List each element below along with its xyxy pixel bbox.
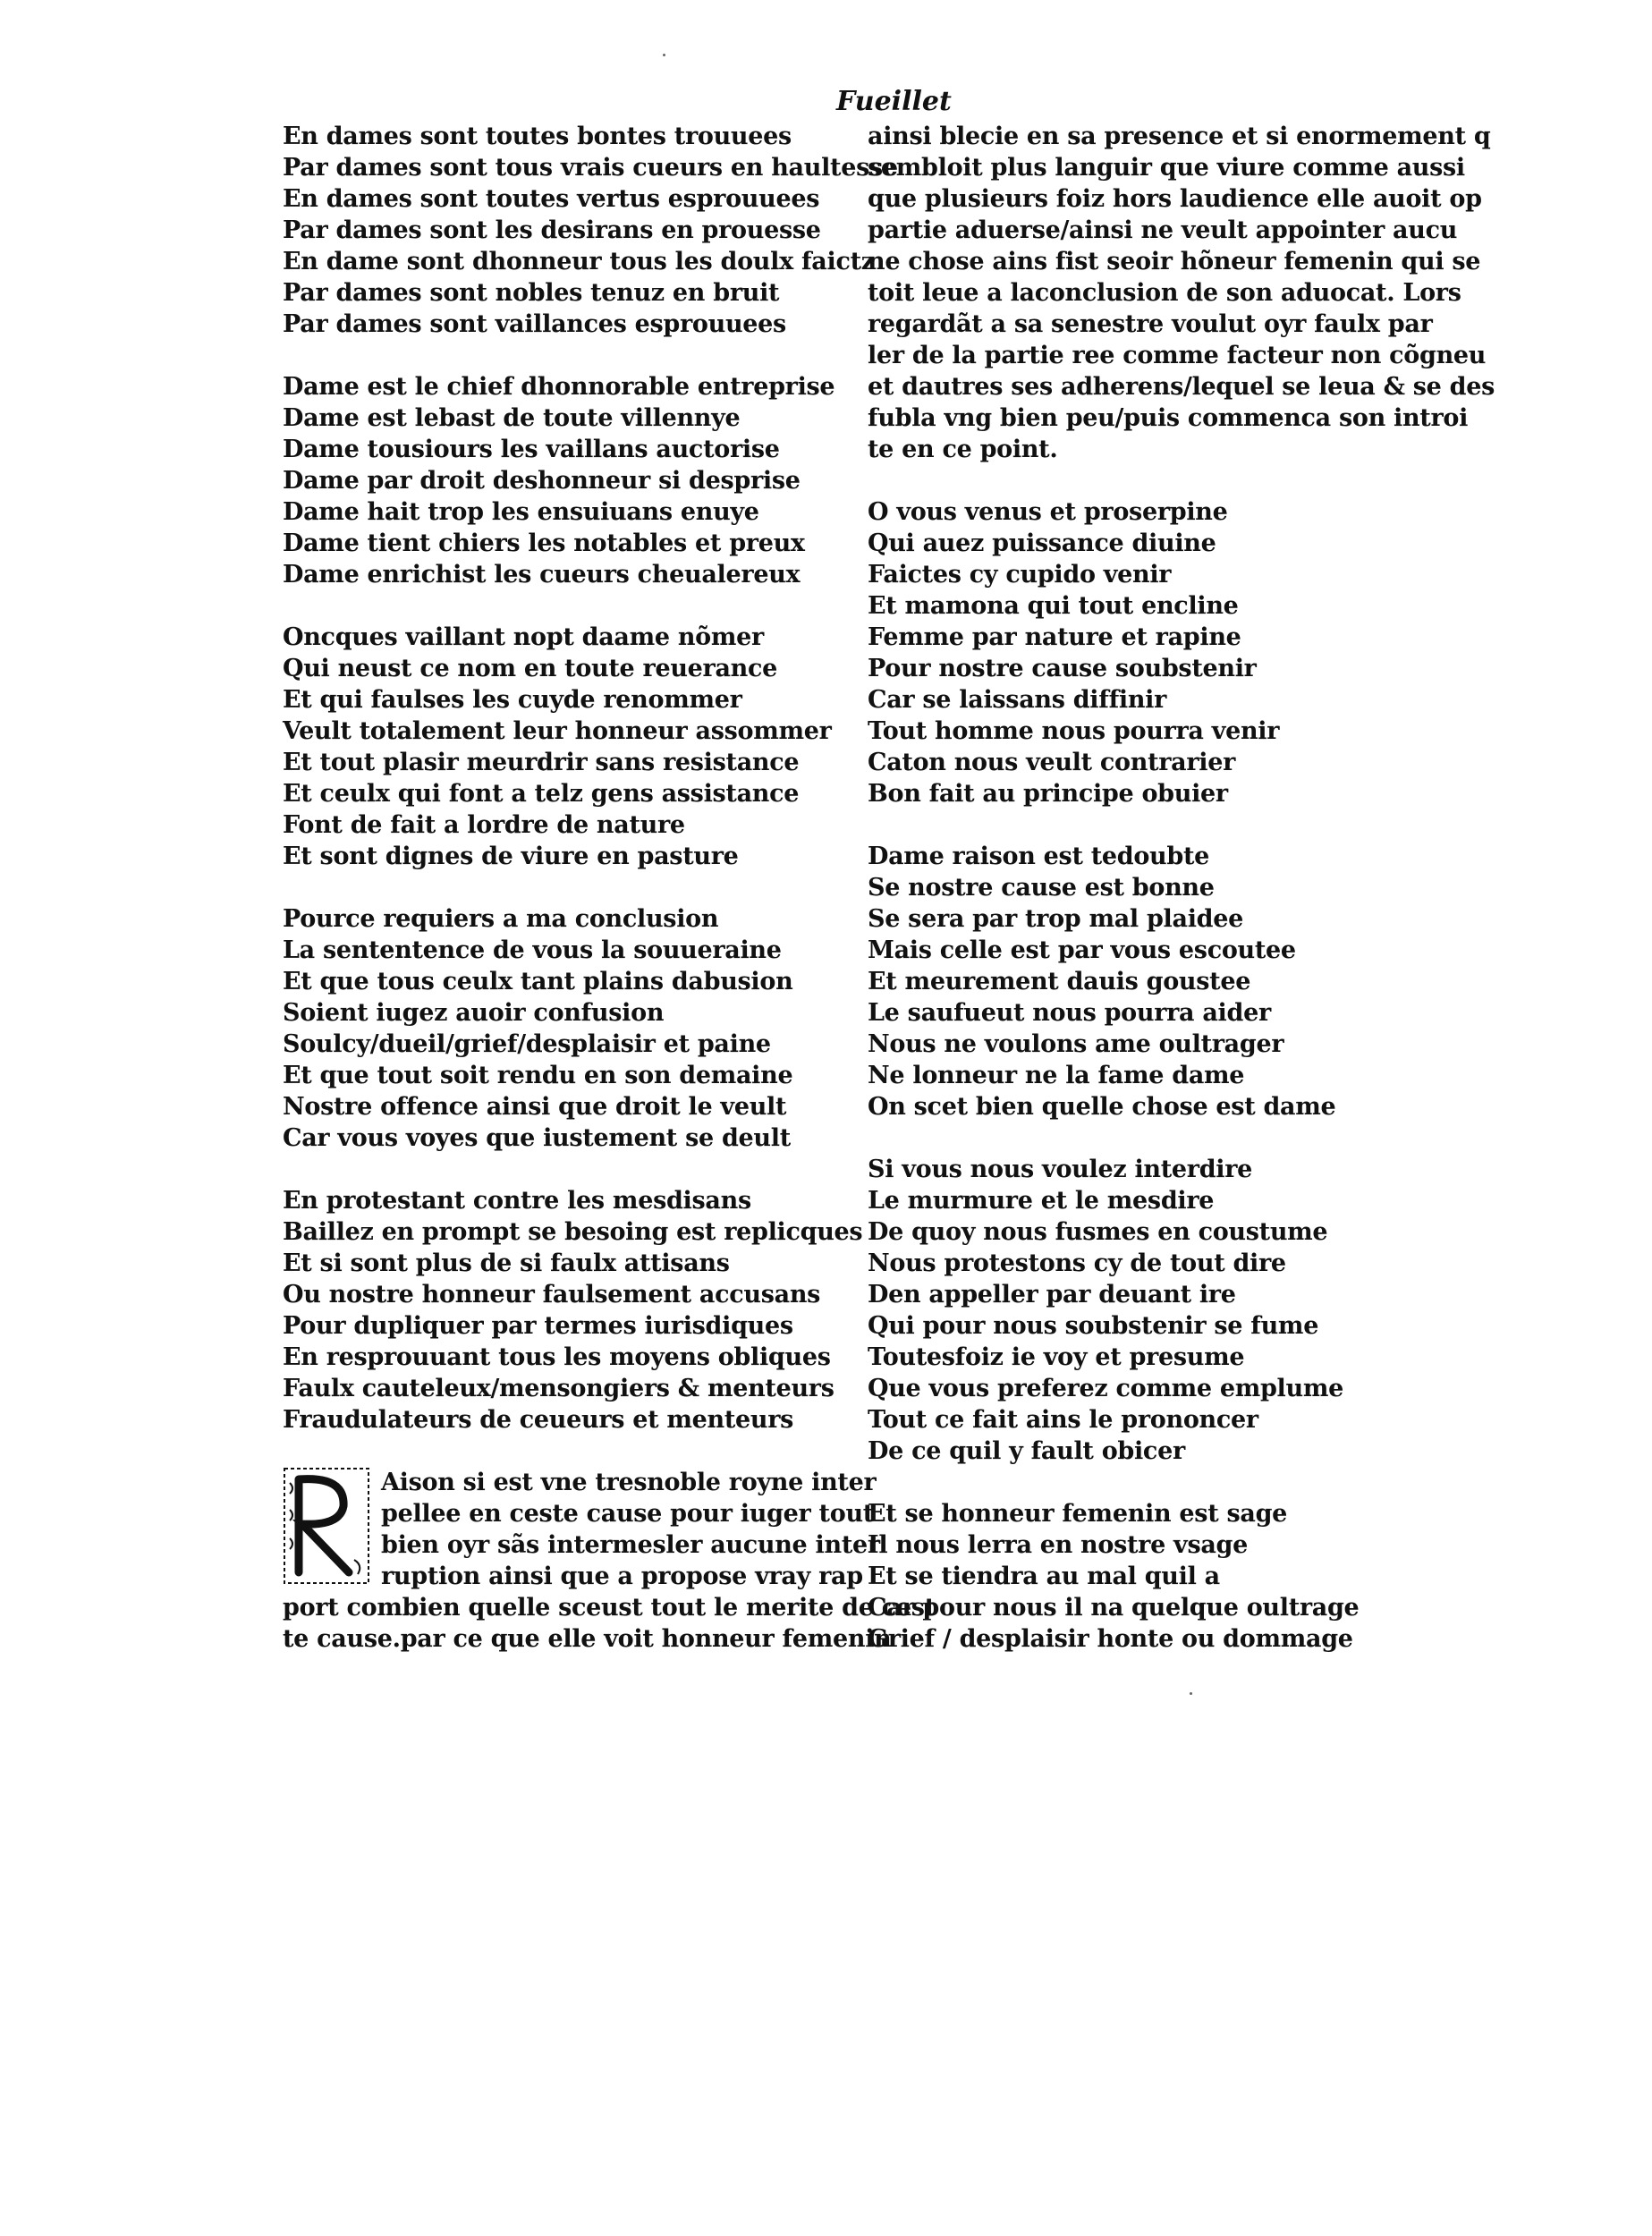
verse-line: Faulx cauteleux/mensongiers & menteurs [283,1375,834,1402]
left-column [283,121,936,1686]
prose-line: ler de la partie ree comme facteur non cõgneu [868,342,1487,369]
prose-line: fubla vng bien peu/puis commenca son introi [868,404,1469,432]
verse-line: Oncques vaillant nopt daame nõmer [283,623,764,651]
verse-line: Fraudulateurs de ceueurs et menteurs [283,1406,794,1434]
verse-stanza [283,371,855,590]
prose-line: te cause.par ce que elle voit honneur femenin [283,1625,892,1653]
verse-line: Et meurement dauis goustee [868,968,1251,995]
verse-line: Par dames sont nobles tenuz en bruit [283,279,780,307]
verse-line: Car se laissans diffinir [868,686,1167,714]
verse-line: Le saufueut nous pourra aider [868,999,1271,1027]
verse-line: Dame tient chiers les notables et preux [283,529,805,557]
verse-stanza [868,496,1368,809]
verse-line: O vous venus et proserpine [868,498,1228,526]
verse-line: Dame par droit deshonneur si desprise [283,467,801,495]
verse-line: Grief / desplaisir honte ou dommage [868,1625,1353,1653]
verse-line: Se sera par trop mal plaidee [868,905,1244,933]
right-column [868,121,1495,1686]
prose-line: pellee en ceste cause pour iuger tout [381,1500,874,1528]
verse-stanza [283,903,855,1154]
verse-line: Il nous lerra en nostre vsage [868,1531,1249,1559]
verse-line: Nostre offence ainsi que droit le veult [283,1093,787,1121]
verse-line: Dame enrichist les cueurs cheualereux [283,561,801,589]
verse-line: Baillez en prompt se besoing est replicques [283,1218,863,1246]
verse-line: En dame sont dhonneur tous les doulx faictz [283,248,875,275]
verse-line: Pour dupliquer par termes iurisdiques [283,1312,793,1340]
verse-line: Qui auez puissance diuine [868,529,1216,557]
prose-line: bien oyr sãs intermesler aucune inter [381,1531,880,1559]
prose-paragraph [283,1467,936,1655]
verse-line: En resprouuant tous les moyens obliques [283,1343,831,1371]
verse-line: Et si sont plus de si faulx attisans [283,1249,730,1277]
decorated-initial-icon [283,1467,370,1585]
verse-line: La sententence de vous la souueraine [283,936,782,964]
verse-line: Bon fait au principe obuier [868,780,1228,808]
prose-line: ainsi blecie en sa presence et si enormement q [868,123,1491,150]
verse-line: Ne lonneur ne la fame dame [868,1062,1245,1089]
prose-line: Aison si est vne tresnoble royne inter [381,1469,877,1496]
prose-line: te en ce point. [868,436,1058,463]
verse-line: Femme par nature et rapine [868,623,1241,651]
verse-line: En protestant contre les mesdisans [283,1187,751,1215]
prose-line: que plusieurs foiz hors laudience elle auoit op [868,185,1482,213]
verse-line: Tout homme nous pourra venir [868,717,1280,745]
prose-line: sembloit plus languir que viure comme aussi [868,154,1465,182]
verse-line: Mais celle est par vous escoutee [868,936,1296,964]
page-speck [663,54,665,56]
prose-paragraph [868,121,1495,465]
prose-line: ruption ainsi que a propose vray rap [381,1563,863,1590]
verse-line: Dame est lebast de toute villennye [283,404,741,432]
verse-line: Et ceulx qui font a telz gens assistance [283,780,800,808]
prose-line: port combien quelle sceust tout le merite de cest [283,1594,936,1622]
verse-line: Car vous voyes que iustement se deult [283,1124,791,1152]
verse-line: Pour nostre cause soubstenir [868,655,1257,682]
verse-line: Veult totalement leur honneur assommer [283,717,832,745]
verse-stanza [868,841,1368,1122]
verse-line: De ce quil y fault obicer [868,1437,1185,1465]
verse-line: Et que tous ceulx tant plains dabusion [283,968,793,995]
verse-line: Et sont dignes de viure en pasture [283,843,739,870]
prose-line: partie aduerse/ainsi ne veult appointer aucu [868,216,1458,244]
verse-line: Par dames sont les desirans en prouesse [283,216,821,244]
verse-line: Font de fait a lordre de nature [283,811,685,839]
verse-line: En dames sont toutes vertus esprouuees [283,185,820,213]
verse-line: Dame est le chief dhonnorable entreprise [283,373,835,401]
prose-line: et dautres ses adherens/lequel se leua & se des [868,373,1495,401]
verse-line: Se nostre cause est bonne [868,874,1215,902]
verse-line: Den appeller par deuant ire [868,1281,1236,1309]
verse-line: Dame raison est tedoubte [868,843,1210,870]
page-speck [1190,1692,1192,1695]
verse-line: Nous ne voulons ame oultrager [868,1030,1284,1058]
verse-line: Par dames sont tous vrais cueurs en haultesse [283,154,898,182]
verse-line: Et se honneur femenin est sage [868,1500,1288,1528]
verse-line: Et mamona qui tout encline [868,592,1239,620]
prose-line: regardãt a sa senestre voulut oyr faulx par [868,310,1433,338]
verse-line: On scet bien quelle chose est dame [868,1093,1336,1121]
verse-stanza [868,1498,1368,1655]
verse-line: De quoy nous fusmes en coustume [868,1218,1328,1246]
verse-line: Faictes cy cupido venir [868,561,1172,589]
verse-line: En dames sont toutes bontes trouuees [283,123,792,150]
verse-line: Dame hait trop les ensuiuans enuye [283,498,759,526]
verse-line: Soient iugez auoir confusion [283,999,665,1027]
verse-stanza [283,1185,863,1436]
running-head: Fueillet [836,86,952,117]
verse-line: Nous protestons cy de tout dire [868,1249,1286,1277]
verse-stanza [868,1154,1368,1467]
verse-line: Et tout plasir meurdrir sans resistance [283,749,800,776]
verse-line: Si vous nous voulez interdire [868,1156,1253,1183]
verse-line: Caton nous veult contrarier [868,749,1236,776]
verse-line: Et que tout soit rendu en son demaine [283,1062,793,1089]
verse-line: Qui pour nous soubstenir se fume [868,1312,1319,1340]
verse-line: Et se tiendra au mal quil a [868,1563,1220,1590]
verse-line: Ou nostre honneur faulsement accusans [283,1281,821,1309]
prose-line: ne chose ains fist seoir hõneur femenin qui se [868,248,1481,275]
verse-line: Soulcy/dueil/grief/desplaisir et paine [283,1030,771,1058]
verse-line: Par dames sont vaillances esprouuees [283,310,786,338]
verse-line: Le murmure et le mesdire [868,1187,1215,1215]
verse-stanza [283,622,855,872]
verse-line: Et qui faulses les cuyde renommer [283,686,742,714]
verse-line: Pource requiers a ma conclusion [283,905,719,933]
verse-line: Qui neust ce nom en toute reuerance [283,655,777,682]
verse-stanza [283,121,898,340]
verse-line: Dame tousiours les vaillans auctorise [283,436,780,463]
verse-line: Que vous preferez comme emplume [868,1375,1343,1402]
verse-line: Toutesfoiz ie voy et presume [868,1343,1245,1371]
verse-line: Car pour nous il na quelque oultrage [868,1594,1360,1622]
verse-line: Tout ce fait ains le prononcer [868,1406,1258,1434]
prose-line: toit leue a laconclusion de son aduocat. Lors [868,279,1461,307]
